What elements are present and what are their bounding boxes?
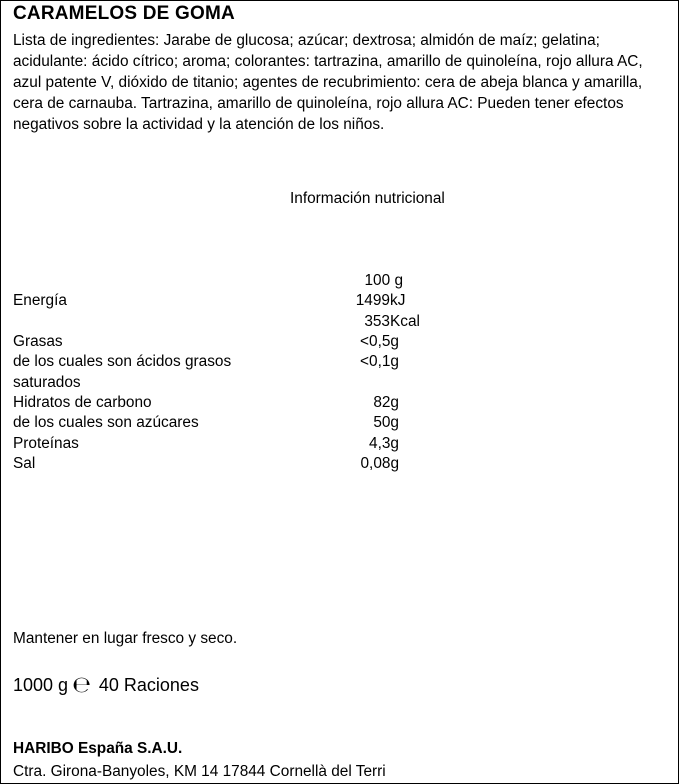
net-quantity xyxy=(13,672,199,698)
company-address: Ctra. Girona-Banyoles, KM 14 17844 Cornellà del Terri xyxy=(13,763,386,780)
fat-label: Grasas xyxy=(13,333,63,350)
estimated-sign-icon: ℮ xyxy=(72,672,91,698)
sugars-label: de los cuales son azúcares xyxy=(13,414,199,431)
energy-kj-unit: kJ xyxy=(390,292,406,309)
energy-kj-value: 1499 xyxy=(355,292,390,309)
carbs-value: 82g xyxy=(373,394,399,411)
energy-label: Energía xyxy=(13,292,67,309)
nutrition-heading: Información nutricional xyxy=(290,190,445,207)
protein-label: Proteínas xyxy=(13,435,79,452)
company-name: HARIBO España S.A.U. xyxy=(13,740,183,757)
energy-kcal-value: 353 xyxy=(364,313,390,330)
net-weight: 1000 g xyxy=(13,675,69,695)
salt-label: Sal xyxy=(13,455,36,472)
per-100g-header: 100 g xyxy=(364,272,403,289)
product-title: CARAMELOS DE GOMA xyxy=(13,3,235,24)
sugars-value: 50g xyxy=(373,414,399,431)
fat-value: <0,5g xyxy=(360,333,399,350)
saturated-label-cont: saturados xyxy=(13,374,81,391)
salt-value: 0,08g xyxy=(360,455,399,472)
protein-value: 4,3g xyxy=(369,435,399,452)
saturated-value: <0,1g xyxy=(360,353,399,370)
energy-kcal-unit: Kcal xyxy=(390,313,420,330)
carbs-label: Hidratos de carbono xyxy=(13,394,152,411)
storage-instructions: Mantener en lugar fresco y seco. xyxy=(13,630,238,647)
saturated-label: de los cuales son ácidos grasos xyxy=(13,353,232,370)
ingredients-text: Lista de ingredientes: Jarabe de glucosa; azúcar; dextrosa; almidón de maíz; gelatina; acidulante: ácido cítrico; aroma; colorantes: tartrazina, amarillo de quinoleína, rojo allura AC, azul patente V, dióxido de titanio; agentes de recubrimiento: cera de abeja blanca y amarilla, cera de carnauba. Tartrazina, amarillo de quinoleína, rojo allura AC: Pueden tener efectos negativos sobre la actividad y la atención de los niños. xyxy=(13,32,643,133)
servings: 40 Raciones xyxy=(98,675,199,695)
